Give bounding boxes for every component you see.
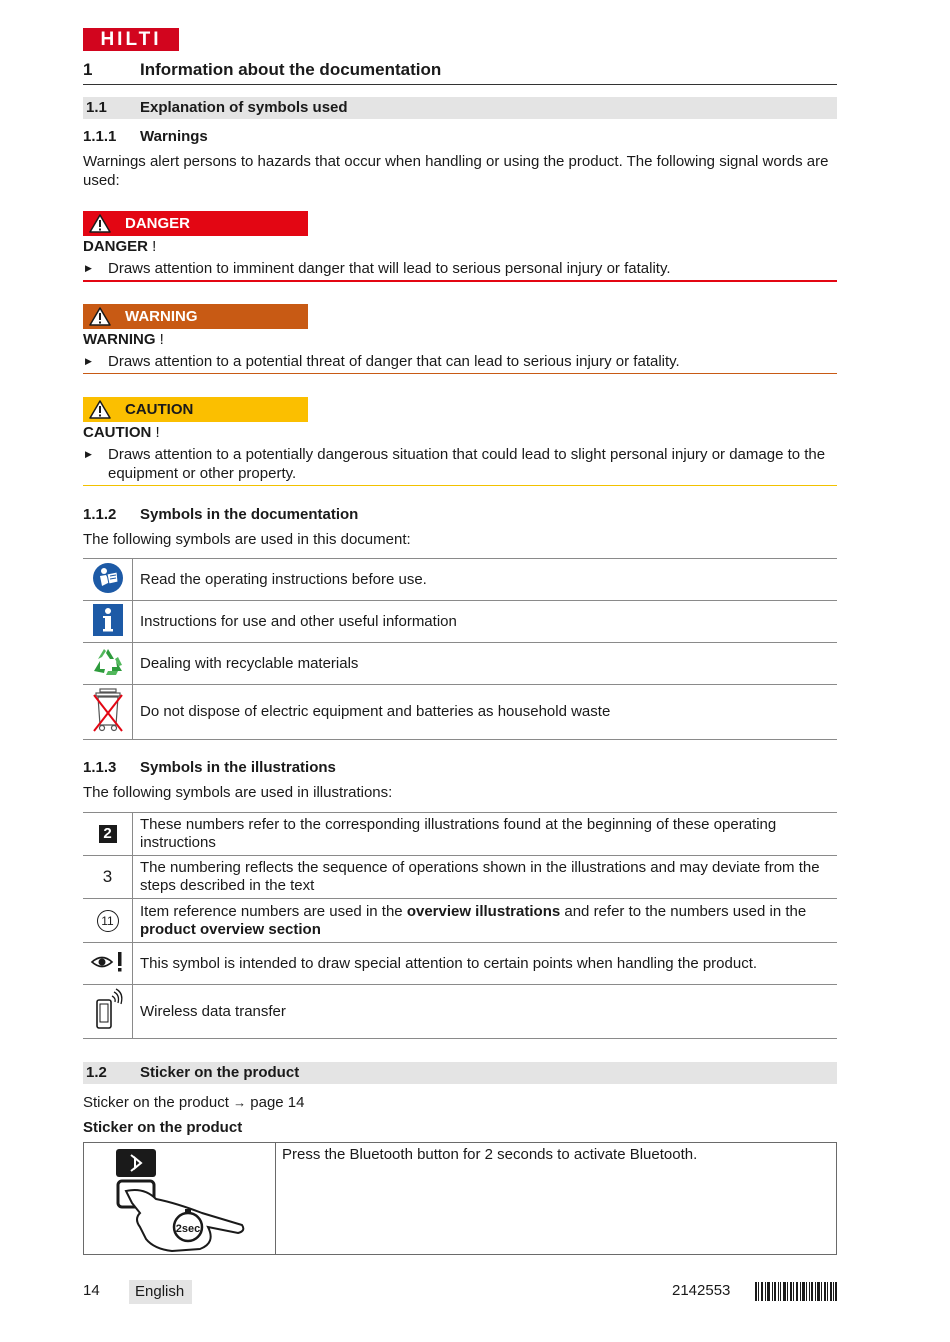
figure-number-icon: 2 <box>99 825 117 843</box>
step-number-icon: 3 <box>102 867 113 886</box>
signal-word-suffix: ! <box>155 331 164 348</box>
table-row <box>83 601 837 643</box>
language-label: English <box>129 1280 192 1304</box>
symbol-description: Do not dispose of electric equipment and batteries as household waste <box>133 685 838 740</box>
symbol-description: The numbering reflects the sequence of operations shown in the illustrations and may deviate from the steps described in the text <box>133 856 838 899</box>
hilti-logo <box>83 28 179 51</box>
symbol-cell <box>83 685 133 740</box>
read-instructions-icon <box>92 562 124 594</box>
table-row <box>83 856 837 899</box>
section-number: 1.2 <box>86 1064 107 1081</box>
table-row <box>83 985 837 1039</box>
section-title: Warnings <box>140 128 208 145</box>
attention-eye-icon <box>90 951 126 973</box>
table-row <box>83 559 837 601</box>
document-number: 2142553 <box>672 1282 731 1299</box>
bluetooth-press-icon <box>84 1143 275 1254</box>
logo-text: HILTI <box>100 29 162 50</box>
symbol-cell <box>83 899 133 943</box>
bullet-text: Draws attention to a potential threat of danger that can lead to serious injury or fatality. <box>108 353 680 370</box>
reference-text: Sticker on the product <box>83 1094 229 1111</box>
symbols-doc-intro: The following symbols are used in this document: <box>83 531 411 548</box>
recycle-icon <box>92 647 124 677</box>
section-heading-1 <box>83 60 837 85</box>
sticker-image-cell <box>84 1143 276 1254</box>
section-number: 1.1.1 <box>83 128 117 145</box>
warning-triangle-icon <box>89 400 111 419</box>
section-title: Explanation of symbols used <box>140 99 348 116</box>
symbol-description <box>133 899 838 943</box>
symbol-description: Instructions for use and other useful information <box>133 601 838 643</box>
warning-banner <box>83 304 308 329</box>
warning-triangle-icon <box>89 307 111 326</box>
barcode-icon <box>755 1282 837 1301</box>
text-part-bold: overview illustrations <box>406 902 561 920</box>
symbol-cell <box>83 856 133 899</box>
section-number: 1.1.3 <box>83 759 117 776</box>
bullet-arrow-icon: ▶ <box>85 449 92 459</box>
symbol-cell <box>83 813 133 856</box>
danger-rule <box>83 280 837 282</box>
bullet-text: Draws attention to imminent danger that will lead to serious personal injury or fatality. <box>108 260 671 277</box>
sticker-table <box>83 1142 837 1255</box>
symbol-cell <box>83 601 133 643</box>
banner-label: WARNING <box>125 308 198 325</box>
section-heading-1-2 <box>83 1062 837 1084</box>
danger-banner <box>83 211 308 236</box>
info-icon <box>93 604 123 636</box>
symbol-cell <box>83 943 133 985</box>
sticker-text: Press the Bluetooth button for 2 seconds to activate Bluetooth. <box>282 1146 698 1163</box>
symbols-doc-table <box>83 558 837 740</box>
page-link[interactable]: page 14 <box>250 1094 305 1111</box>
symbol-description: These numbers refer to the corresponding illustrations found at the beginning of these operating instructions <box>133 813 838 856</box>
page-number: 14 <box>83 1282 100 1299</box>
section-title: Symbols in the illustrations <box>140 759 336 776</box>
section-title: Information about the documentation <box>140 60 442 79</box>
banner-label: DANGER <box>125 215 191 232</box>
symbol-description: Read the operating instructions before use. <box>133 559 838 601</box>
table-row <box>83 899 837 943</box>
sticker-caption: Sticker on the product <box>83 1119 243 1136</box>
symbol-cell <box>83 643 133 685</box>
table-row <box>83 685 837 740</box>
text-part: Item reference numbers are used in the <box>140 902 407 920</box>
symbol-cell <box>83 985 133 1039</box>
caution-rule <box>83 485 837 486</box>
symbol-description: Wireless data transfer <box>133 985 838 1039</box>
symbols-illustrations-table <box>83 812 837 1039</box>
warnings-intro: Warnings alert persons to hazards that occur when handling or using the product. The following signal words are used: <box>83 153 829 189</box>
section-title: Sticker on the product <box>140 1064 300 1081</box>
signal-word-suffix: ! <box>151 424 160 441</box>
wireless-transfer-icon <box>93 988 123 1032</box>
signal-word-bold: WARNING <box>83 331 156 348</box>
section-number: 1.1.2 <box>83 506 117 523</box>
sticker-reference <box>83 1093 839 1112</box>
caution-banner <box>83 397 308 422</box>
text-part: and refer to the numbers used in the <box>560 902 807 920</box>
signal-word <box>83 331 164 348</box>
arrow-icon: → <box>233 1095 247 1110</box>
timer-label: 2sec <box>175 1223 201 1235</box>
section-number: 1.1 <box>86 99 107 116</box>
symbols-illustrations-intro: The following symbols are used in illustrations: <box>83 784 393 801</box>
symbol-description: This symbol is intended to draw special attention to certain points when handling the product. <box>133 943 838 985</box>
section-heading-1-1 <box>83 97 837 119</box>
bullet-text: Draws attention to a potentially dangerous situation that could lead to slight personal injury or damage to the equipment or other property. <box>108 446 826 482</box>
item-number-icon: 11 <box>97 910 119 932</box>
crossed-bin-icon <box>92 687 124 733</box>
signal-word-bold: CAUTION <box>83 424 152 441</box>
table-row <box>83 643 837 685</box>
signal-word <box>83 238 156 255</box>
signal-word <box>83 424 160 441</box>
signal-word-bold: DANGER <box>83 238 149 255</box>
banner-label: CAUTION <box>125 401 194 418</box>
warning-rule <box>83 373 837 374</box>
symbol-description: Dealing with recyclable materials <box>133 643 838 685</box>
text-part-bold: product overview section <box>140 920 321 938</box>
bullet-arrow-icon: ▶ <box>85 356 92 366</box>
table-row <box>83 813 837 856</box>
section-title: Symbols in the documentation <box>140 506 359 523</box>
bullet-arrow-icon: ▶ <box>85 263 92 273</box>
table-row <box>83 943 837 985</box>
warning-triangle-icon <box>89 214 111 233</box>
symbol-cell <box>83 559 133 601</box>
signal-word-suffix: ! <box>148 238 157 255</box>
section-number: 1 <box>83 60 93 79</box>
